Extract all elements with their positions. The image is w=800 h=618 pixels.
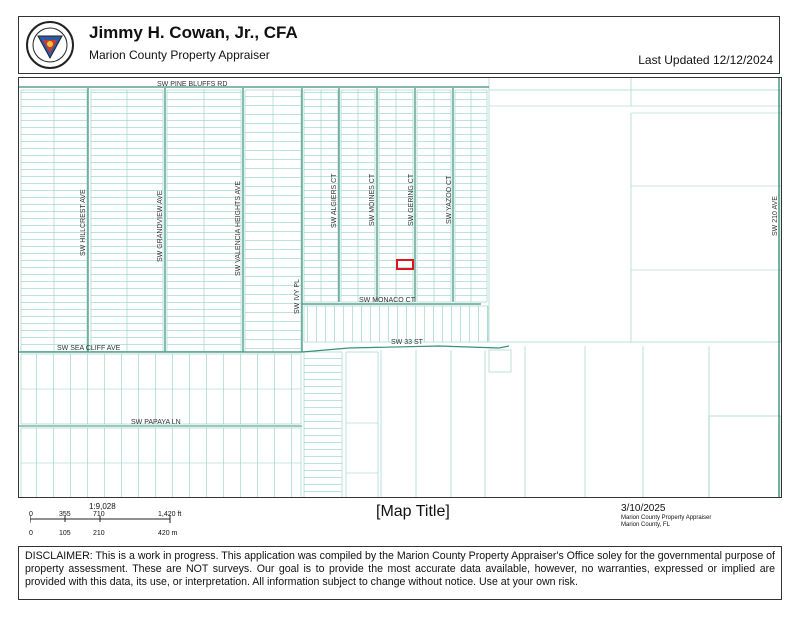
credit-line-1: Marion County Property Appraiser [621, 515, 712, 521]
map-canvas[interactable] [19, 78, 782, 498]
scale-m-1: 105 [59, 530, 71, 537]
road-label-yazoo: SW YAZOO CT [446, 175, 453, 224]
road-label-papaya: SW PAPAYA LN [131, 419, 181, 426]
scale-m-3: 420 m [158, 530, 178, 537]
road-label-gering: SW GERING CT [408, 173, 415, 226]
appraiser-name: Jimmy H. Cowan, Jr., CFA [89, 23, 298, 42]
credit-line-2: Marion County, FL [621, 522, 670, 528]
road-label-hillcrest: SW HILLCREST AVE [80, 189, 87, 256]
scale-m-0: 0 [29, 530, 33, 537]
scale-ft-0: 0 [29, 511, 33, 518]
road-label-moines: SW MOINES CT [369, 173, 376, 226]
disclaimer-text: DISCLAIMER: This is a work in progress. This application was compiled by the Marion County Property Appraiser's Office soley for the governmental purpose of property assessment. These are NOT surveys. Our goal is to provide the most accurate data available, however, no warranties, expressed or implied are provided with this data, its use, or interpretation. All information subject to change without notice. Use at your own risk. [18, 546, 782, 600]
office-name: Marion County Property Appraiser [89, 48, 270, 62]
scale-ft-1: 355 [59, 511, 71, 518]
parcel-map[interactable] [18, 77, 782, 498]
road-label-pine-bluffs: SW PINE BLUFFS RD [157, 81, 228, 88]
scale-ratio: 1:9,028 [89, 502, 116, 511]
appraiser-seal-icon [25, 20, 75, 70]
map-title: [Map Title] [376, 503, 450, 520]
road-label-sea-cliff: SW SEA CLIFF AVE [57, 345, 121, 352]
road-label-33-st: SW 33 ST [391, 339, 423, 346]
road-label-algiers: SW ALGIERS CT [331, 173, 338, 228]
scale-ft-2: 710 [93, 511, 105, 518]
scale-ft-3: 1,420 ft [158, 511, 182, 518]
road-label-grandview: SW GRANDVIEW AVE [157, 190, 164, 262]
road-label-monaco: SW MONACO CT [359, 297, 415, 304]
road-label-valencia: SW VALENCIA HEIGHTS AVE [235, 180, 242, 276]
last-updated: Last Updated 12/12/2024 [638, 53, 773, 67]
scale-bar [30, 513, 190, 525]
scale-m-2: 210 [93, 530, 105, 537]
road-label-210-ave: SW 210 AVE [772, 196, 779, 236]
header-panel [18, 16, 780, 74]
road-label-ivy: SW IVY PL [294, 279, 301, 314]
parcel-lines [21, 78, 781, 498]
map-footer [18, 500, 782, 544]
print-date: 3/10/2025 [621, 503, 666, 514]
